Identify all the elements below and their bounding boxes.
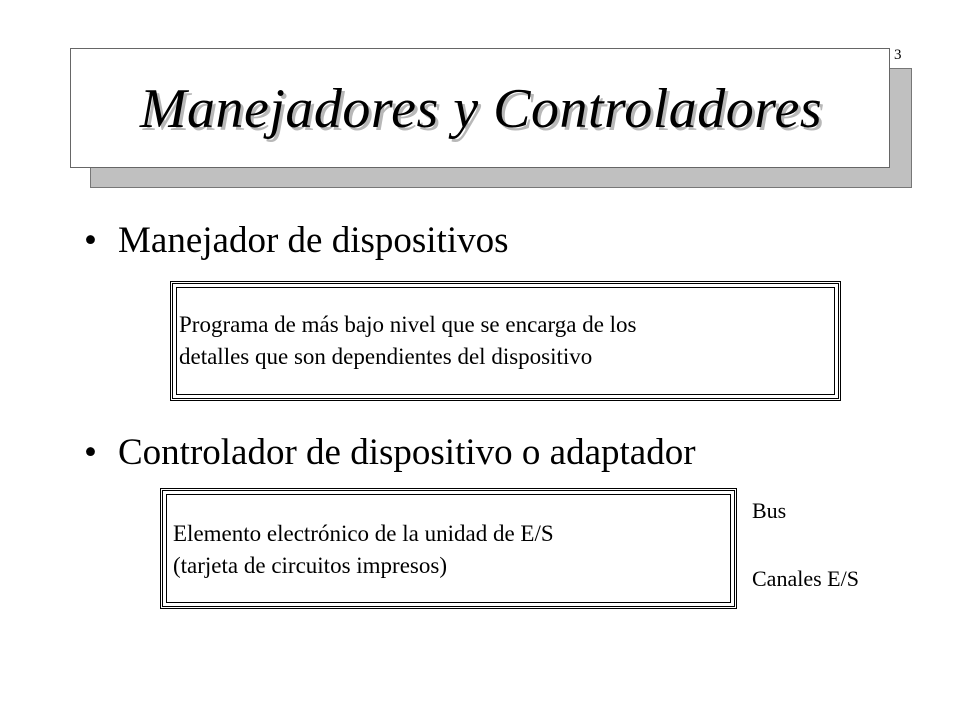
page-number: 3: [894, 47, 902, 63]
definition-text: [179, 309, 637, 373]
bullet-marker: •: [84, 220, 97, 261]
page-title: Manejadores y Controladores: [139, 78, 823, 140]
title-box: [70, 48, 890, 168]
label-canales-es: Canales E/S: [752, 566, 859, 591]
bullet-text: Controlador de dispositivo o adaptador: [118, 432, 696, 473]
bullet-text: Manejador de dispositivos: [118, 220, 509, 261]
definition-line: detalles que son dependientes del dispositivo: [179, 344, 593, 369]
definition-line: Programa de más bajo nivel que se encarga de los: [179, 312, 637, 337]
label-bus: Bus: [752, 498, 787, 523]
definition-text: [173, 518, 554, 582]
bullet-controlador: [84, 431, 696, 475]
definition-box-manejador: [170, 281, 841, 401]
definition-line: Elemento electrónico de la unidad de E/S: [173, 521, 554, 546]
bullet-marker: •: [84, 432, 97, 473]
definition-line: (tarjeta de circuitos impresos): [173, 553, 447, 578]
bullet-manejador: [84, 219, 509, 263]
definition-box-controlador: [160, 488, 737, 609]
